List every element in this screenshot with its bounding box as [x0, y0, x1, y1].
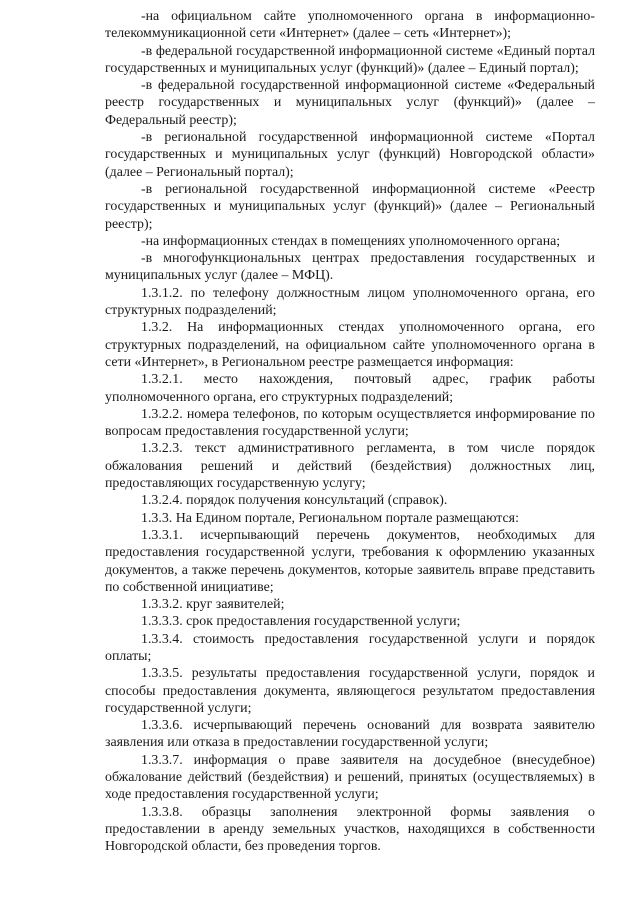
paragraph-1-3-3-8: 1.3.3.8. образцы заполнения электронной формы заявления о предоставлении в аренду земельных участков, находящихся в собственности Новгородской области, без проведения торгов. — [105, 804, 595, 855]
document-body — [105, 8, 595, 856]
paragraph-1-3-2-3: 1.3.2.3. текст административного регламента, в том числе порядок обжалования решений и действий (бездействия) должностных лиц, предоставляющих государственную услугу; — [105, 441, 595, 492]
paragraph-1-3-2: 1.3.2. На информационных стендах уполномоченного органа, его структурных подразделений, на официальном сайте уполномоченного органа в сети «Интернет», в Региональном реестре размещается информация: — [105, 320, 595, 370]
paragraph-1-3-3-1: 1.3.3.1. исчерпывающий перечень документов, необходимых для предоставления государственной услуги, требования к оформлению указанных документов, а также перечень документов, которые заявитель вправе представить по собственной инициативе; — [105, 527, 595, 595]
paragraph-1-3-2-4: 1.3.2.4. порядок получения консультаций (справок). — [141, 493, 448, 509]
paragraph-info-stands: -на информационных стендах в помещениях уполномоченного органа; — [141, 233, 561, 249]
paragraph-federal-registry: -в федеральной государственной информационной системе «Федеральный реестр государственных и муниципальных услуг (функций)» (далее – Федеральный реестр); — [105, 78, 595, 128]
paragraph-1-3-3: 1.3.3. На Едином портале, Региональном портале размещаются: — [141, 510, 519, 526]
paragraph-1-3-3-6: 1.3.3.6. исчерпывающий перечень оснований для возврата заявителю заявления или отказа в предоставлении государственной услуги; — [105, 718, 595, 751]
paragraph-1-3-2-1: 1.3.2.1. место нахождения, почтовый адрес, график работы уполномоченного органа, его структурных подразделений; — [105, 372, 595, 405]
paragraph-1-3-2-2: 1.3.2.2. номера телефонов, по которым осуществляется информирование по вопросам предоставления государственной услуги; — [105, 406, 595, 440]
paragraph-mfc: -в многофункциональных центрах предоставления государственных и муниципальных услуг (далее – МФЦ). — [105, 251, 595, 284]
paragraph-unified-portal: -в федеральной государственной информационной системе «Единый портал государственных и муниципальных услуг (функций)» (далее – Единый портал); — [105, 43, 595, 76]
paragraph-1-3-3-4: 1.3.3.4. стоимость предоставления государственной услуги и порядок оплаты; — [105, 631, 595, 664]
paragraph-1-3-3-5: 1.3.3.5. результаты предоставления государственной услуги, порядок и способы предоставления документа, являющегося результатом предоставления государственной услуги; — [105, 666, 595, 716]
paragraph-regional-portal: -в региональной государственной информационной системе «Портал государственных и муниципальных услуг (функций) Новгородской области» (далее – Региональный портал); — [105, 130, 595, 180]
paragraph-official-site: -на официальном сайте уполномоченного органа в информационно-телекоммуникационной сети «Интернет» (далее – сеть «Интернет»); — [105, 9, 595, 42]
paragraph-regional-registry: -в региональной государственной информационной системе «Реестр государственных и муниципальных услуг (функций)» (далее – Региональный реестр); — [105, 181, 595, 232]
paragraph-1-3-3-7: 1.3.3.7. информация о праве заявителя на досудебное (внесудебное) обжалование действий (бездействия) и решений, принятых (осуществляемых) в ходе предоставления государственной услуги; — [105, 752, 595, 803]
paragraph-1-3-3-3: 1.3.3.3. срок предоставления государственной услуги; — [141, 614, 461, 630]
paragraph-1-3-1-2: 1.3.1.2. по телефону должностным лицом уполномоченного органа, его структурных подразделений; — [105, 285, 595, 319]
paragraph-1-3-3-2: 1.3.3.2. круг заявителей; — [141, 597, 285, 613]
